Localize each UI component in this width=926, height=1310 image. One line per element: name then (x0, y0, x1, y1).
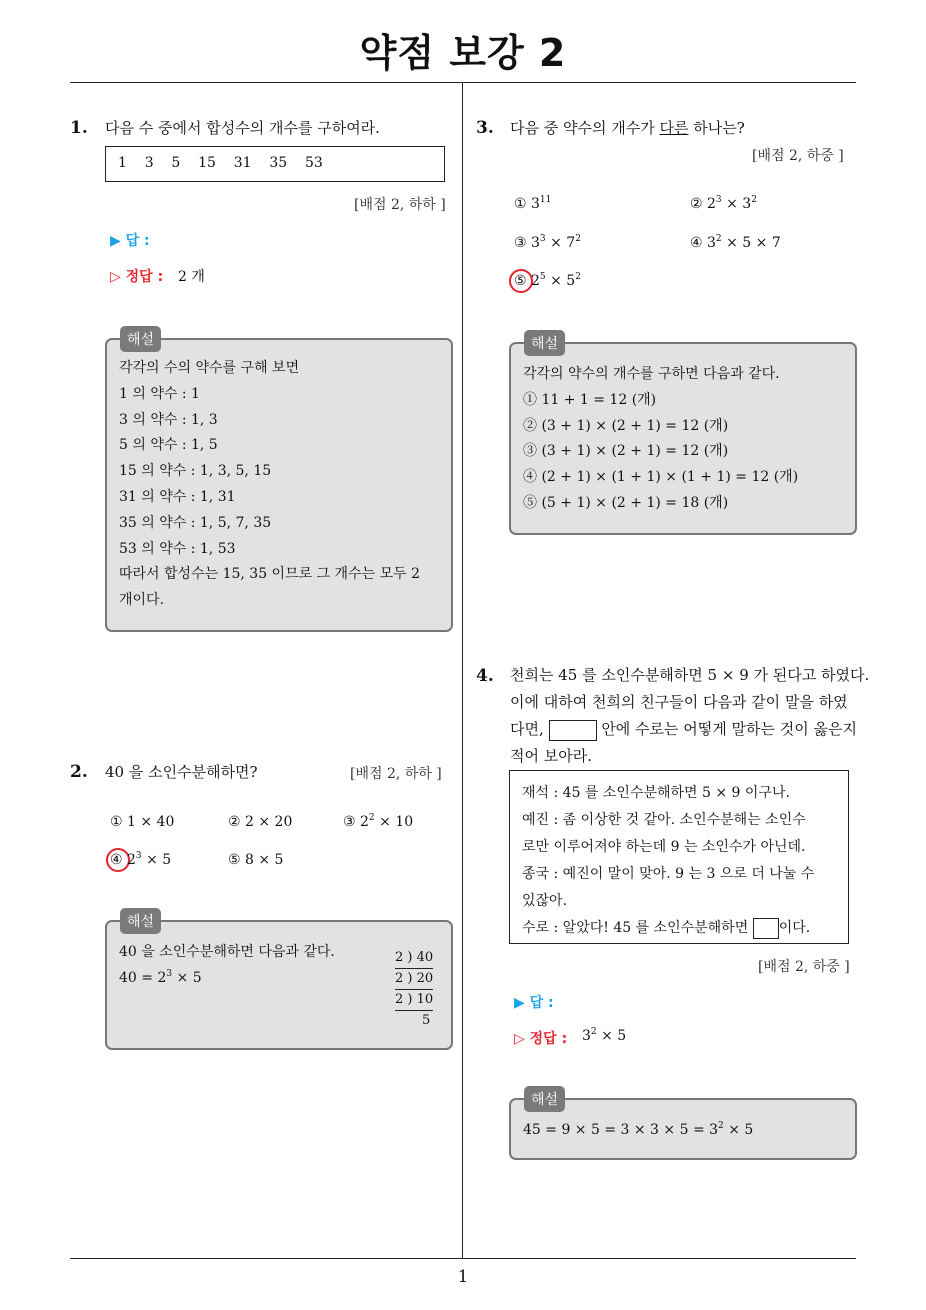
top-rule (70, 82, 856, 83)
question-4-correct-value: $3^2 \times 5$ (582, 1027, 627, 1044)
solution-line: 1 의 약수 : 1 (119, 385, 200, 402)
division-step: 2 ) 20 (395, 969, 433, 990)
question-2-solution-tag: 해설 (120, 908, 161, 934)
solution-line: 3 의 약수 : 1, 3 (119, 411, 218, 428)
question-4-line: 천희는 45 를 소인수분해하면 5 × 9 가 된다고 하였다. (510, 666, 870, 684)
question-3-choice-4[interactable]: ④ $3^2 \times 5 \times 7$ (690, 234, 781, 251)
division-table (395, 948, 433, 1031)
question-1-correct-value: 2 개 (178, 269, 205, 285)
solution-line: ④ (2 + 1) × (1 + 1) × (1 + 1) = 12 (개) (523, 469, 799, 486)
solution-line: 개이다. (119, 592, 165, 609)
solution-line: ⑤ (5 + 1) × (2 + 1) = 18 (개) (523, 494, 729, 511)
question-3-choice-1[interactable]: ① $3^{11}$ (514, 195, 552, 212)
column-divider (462, 82, 463, 1259)
dialogue-line: 예진 : 좀 이상한 것 같아. 소인수분해는 소인수 (522, 812, 806, 828)
question-4-points: [배점 2, 하중 ] (758, 959, 850, 975)
question-3-text: 다음 중 약수의 개수가 다른 하나는? (510, 119, 745, 137)
dialogue-line: 종국 : 예진이 말이 맞아. 9 는 3 으로 더 나눌 수 (522, 866, 815, 882)
solution-line: ② (3 + 1) × (2 + 1) = 12 (개) (523, 417, 729, 434)
dialogue-line: 있잖아. (522, 893, 568, 909)
question-3-number: 3. (476, 118, 494, 138)
dialogue-line: 수로 : 알았다! 45 를 소인수분해하면 이다. (522, 915, 814, 942)
solution-line: 31 의 약수 : 1, 31 (119, 488, 236, 505)
question-3-choice-3[interactable]: ③ $3^3 \times 7^2$ (514, 234, 581, 251)
division-step: 2 ) 40 (395, 948, 433, 969)
solution-line: 35 의 약수 : 1, 5, 7, 35 (119, 514, 272, 531)
question-4-solution-tag: 해설 (524, 1086, 565, 1112)
question-1-number: 1. (70, 118, 88, 138)
solution-line: 각각의 약수의 개수를 구하면 다음과 같다. (523, 366, 780, 382)
question-1-numbers: 1 3 5 15 31 35 53 (118, 155, 323, 171)
question-3-solution-tag: 해설 (524, 330, 565, 356)
division-result: 5 (422, 1013, 431, 1028)
question-3-choice-2[interactable]: ② $2^3 \times 3^2$ (690, 195, 757, 212)
question-1-points: [배점 2, 하하 ] (354, 197, 446, 213)
question-1-answer-label: ▶ 답 : (110, 233, 150, 249)
question-1-correct-label: ▷ 정답 : (110, 269, 164, 285)
question-2-number: 2. (70, 762, 88, 782)
solution-line: 53 의 약수 : 1, 53 (119, 540, 236, 557)
division-step: 2 ) 10 (395, 990, 433, 1011)
question-3-solution-box (509, 342, 857, 535)
question-4-line: 다면, 안에 수로는 어떻게 말하는 것이 옳은지 (510, 716, 869, 743)
question-2-solution-box (105, 920, 453, 1050)
solution-line: ① 11 + 1 = 12 (개) (523, 391, 657, 408)
question-4-text (510, 662, 869, 770)
question-2-choice-1[interactable]: ① 1 × 40 (110, 814, 175, 830)
question-2-points: [배점 2, 하하 ] (350, 766, 442, 782)
bottom-rule (70, 1258, 856, 1259)
page-title: 약점 보강 2 (359, 31, 567, 75)
solution-line: 15 의 약수 : 1, 3, 5, 15 (119, 463, 272, 480)
solution-line: $45 = 9 \times 5 = 3 \times 3 \times 5 = 3^2 \times 5$ (523, 1121, 754, 1138)
question-1-solution-tag: 해설 (120, 326, 161, 352)
solution-line: 각각의 수의 약수를 구해 보면 (119, 360, 300, 376)
question-2-choice-5[interactable]: ⑤ 8 × 5 (228, 852, 284, 868)
question-1-solution-box (105, 338, 453, 632)
question-4-correct-label: ▷ 정답 : (514, 1031, 568, 1047)
question-2-choice-4[interactable]: ④ $2^3 \times 5$ (110, 851, 172, 868)
solution-line: $40 = 2^3 \times 5$ (119, 968, 202, 986)
question-4-blank (549, 720, 597, 741)
question-4-answer-label: ▶ 답 : (514, 995, 554, 1011)
question-1-text: 다음 수 중에서 합성수의 개수를 구하여라. (105, 119, 380, 137)
question-3-choice-5[interactable]: ⑤ $2^5 \times 5^2$ (514, 272, 581, 289)
solution-line: 따라서 합성수는 15, 35 이므로 그 개수는 모두 2 (119, 566, 420, 583)
page-number: 1 (457, 1267, 469, 1287)
solution-line: 5 의 약수 : 1, 5 (119, 437, 218, 454)
solution-line: 40 을 소인수분해하면 다음과 같다. (119, 944, 335, 960)
question-4-number: 4. (476, 666, 494, 686)
question-2-text: 40 을 소인수분해하면? (105, 763, 258, 781)
question-4-line: 적어 보아라. (510, 747, 592, 765)
dialogue-line: 재석 : 45 를 소인수분해하면 5 × 9 이구나. (522, 785, 790, 801)
question-3-points: [배점 2, 하중 ] (752, 148, 844, 164)
dialogue-line: 로만 이루어져야 하는데 9 는 소인수가 아닌데. (522, 839, 806, 855)
dialogue-blank (753, 918, 779, 939)
question-1-number-box (105, 146, 445, 182)
question-2-choice-2[interactable]: ② 2 × 20 (228, 814, 293, 830)
question-2-choice-3[interactable]: ③ $2^2 \times 10$ (343, 813, 414, 830)
question-4-dialogue-box (509, 770, 849, 944)
question-4-line: 이에 대하여 천희의 친구들이 다음과 같이 말을 하였 (510, 693, 848, 711)
solution-line: ③ (3 + 1) × (2 + 1) = 12 (개) (523, 443, 729, 460)
